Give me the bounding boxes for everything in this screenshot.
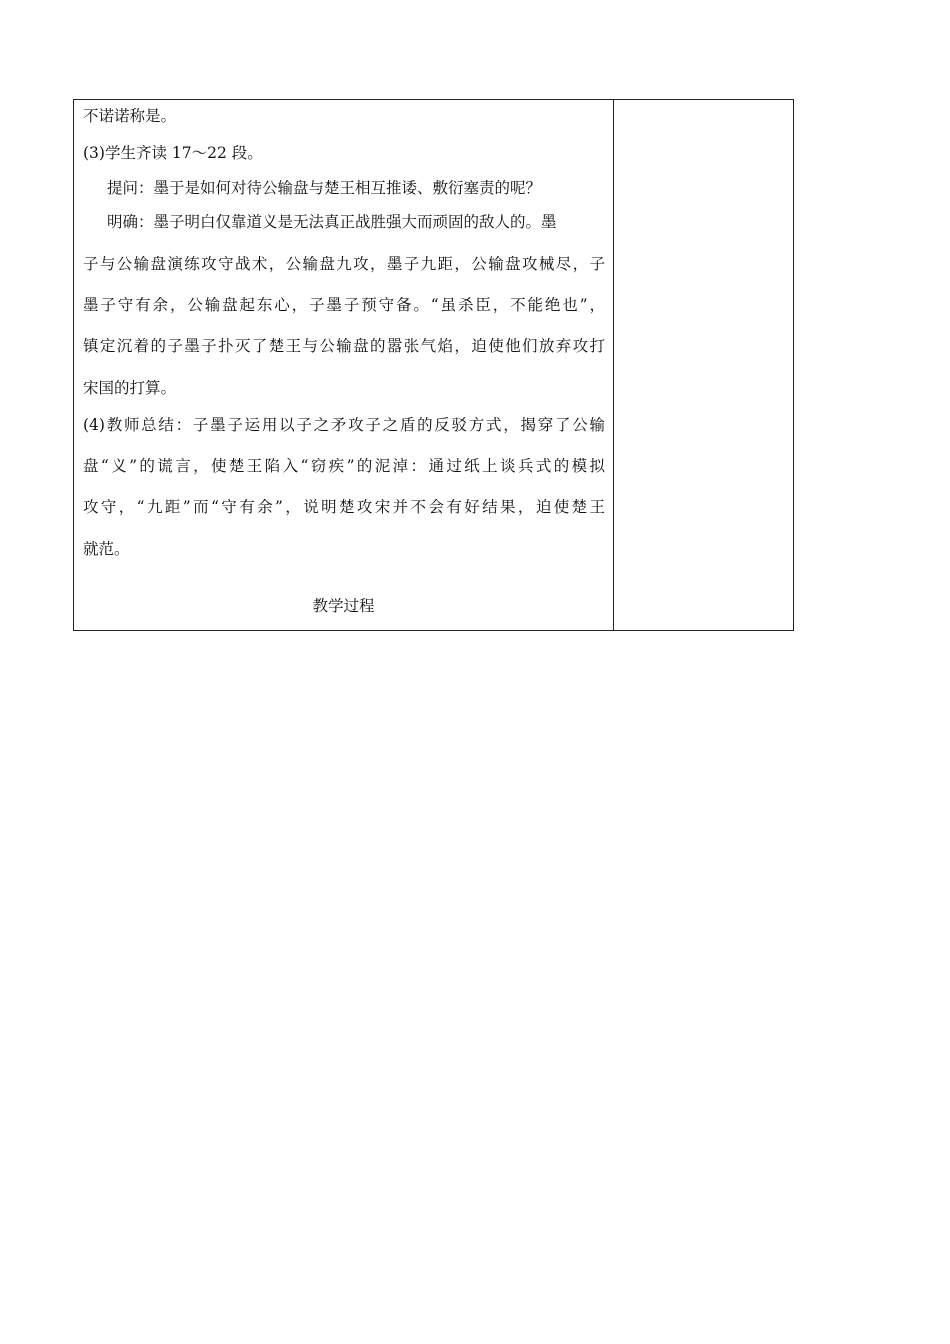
text-line-8: 宋国的打算。 bbox=[83, 379, 177, 397]
text-line-3: 提问：墨于是如何对待公输盘与楚王相互推诿、敷衍塞责的呢？ bbox=[107, 179, 542, 197]
text-line-12: 就范。 bbox=[83, 540, 130, 558]
content-table bbox=[73, 99, 794, 631]
text-line-4: 明确：墨子明白仅靠道义是无法真正战胜强大而顽固的敌人的。墨 bbox=[107, 213, 557, 231]
text-line-7: 镇定沉着的子墨子扑灭了楚王与公输盘的嚣张气焰，迫使他们放弃攻打 bbox=[83, 337, 605, 355]
notes-cell bbox=[614, 100, 793, 630]
text-line-5: 子与公输盘演练攻守战术，公输盘九攻，墨子九距，公输盘攻械尽，子 bbox=[83, 255, 605, 273]
text-line-11: 攻守，“九距”而“守有余”，说明楚攻宋并不会有好结果，迫使楚王 bbox=[83, 498, 605, 516]
section-caption: 教学过程 bbox=[312, 597, 375, 615]
text-line-1: 不诺诺称是。 bbox=[83, 107, 177, 125]
main-text-cell bbox=[74, 100, 614, 630]
text-line-10: 盘“义”的谎言，使楚王陷入“窃疾”的泥淖：通过纸上谈兵式的模拟 bbox=[83, 457, 605, 475]
text-line-2: (3)学生齐读 17～22 段。 bbox=[83, 144, 263, 162]
text-line-9: (4)教师总结：子墨子运用以子之矛攻子之盾的反驳方式，揭穿了公输 bbox=[83, 416, 605, 434]
text-line-6: 墨子守有余，公输盘起东心，子墨子预守备。“虽杀臣，不能绝也”， bbox=[83, 296, 605, 314]
